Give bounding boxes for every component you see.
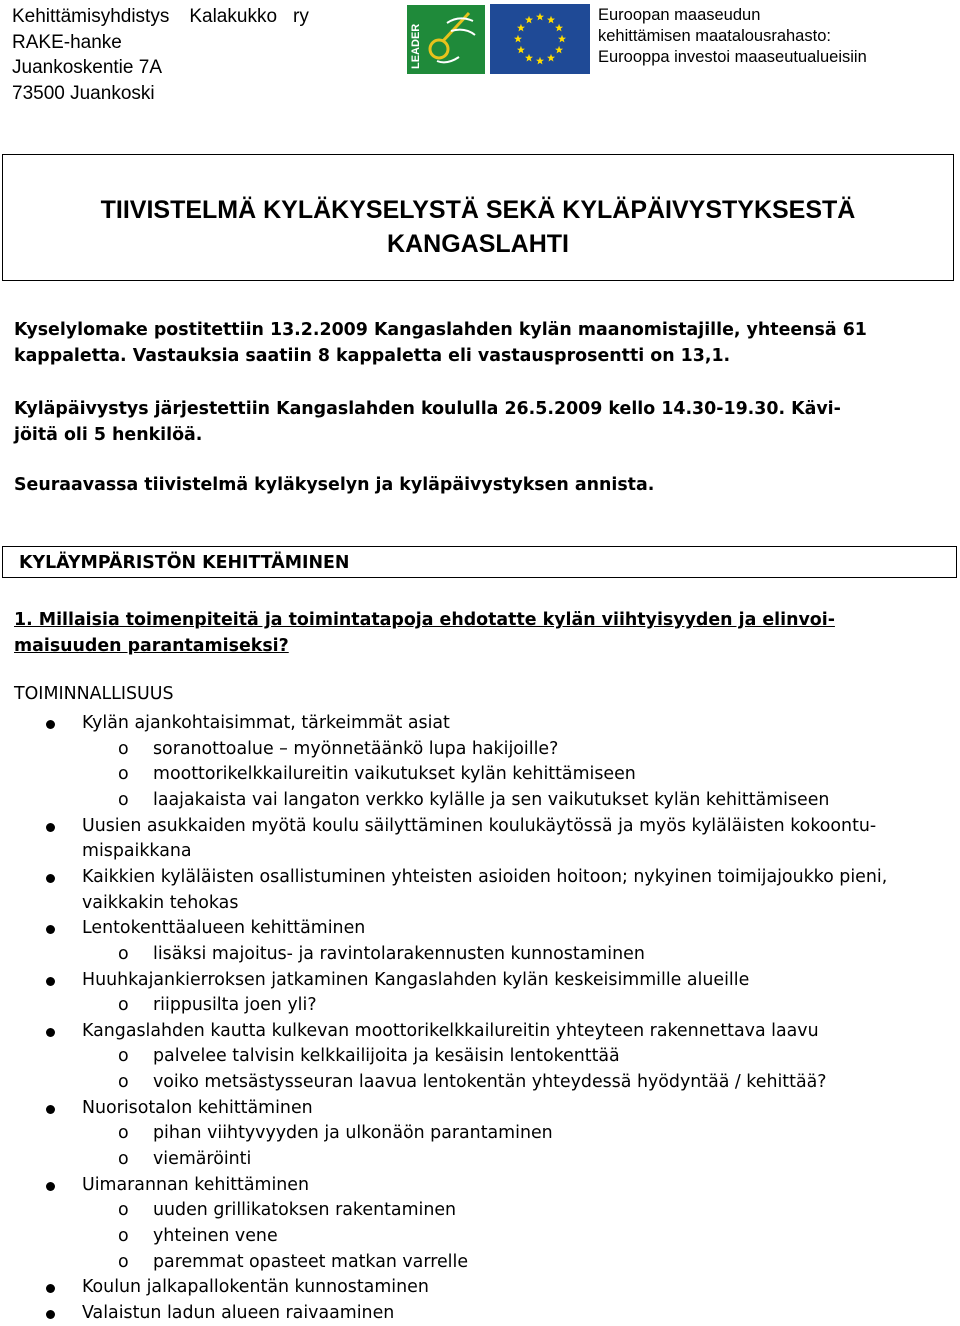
question-1 (14, 608, 934, 659)
leader-logo (407, 5, 485, 74)
question-line-2: maisuuden parantamiseksi? (14, 635, 289, 656)
sub-list-item: viemäröinti (153, 1149, 252, 1170)
fund-description (598, 5, 867, 68)
document-title-box (2, 154, 954, 281)
intro-p1-line-1: Kyselylomake postitettiin 13.2.2009 Kangaslahden kylän maanomistajille, yhteensä 61 (14, 320, 867, 340)
intro-paragraph-3: Seuraavassa tiivistelmä kyläkyselyn ja kyläpäivystyksen annista. (14, 475, 655, 495)
bullet-icon (46, 925, 55, 934)
bullet-icon (46, 720, 55, 729)
fund-line-3: Eurooppa investoi maaseutualueisiin (598, 48, 867, 66)
eu-flag-logo (490, 4, 590, 74)
bullet-icon (46, 1028, 55, 1037)
org-name: Kehittämisyhdistys (12, 6, 170, 27)
project-name: RAKE-hanke (12, 31, 122, 53)
street-address: Juankoskentie 7A (12, 57, 162, 78)
sub-list-item: moottorikelkkailureitin vaikutukset kylän kehittämiseen (153, 764, 636, 785)
bullet-icon (46, 823, 55, 832)
document-title-village: KANGASLAHTI (387, 230, 569, 258)
list-item: Kylän ajankohtaisimmat, tärkeimmät asiat (82, 713, 450, 733)
sub-item-marker: o (118, 1046, 129, 1067)
list-item: vaikkakin tehokas (82, 892, 239, 913)
bullet-icon (46, 1284, 55, 1293)
sub-item-marker: o (118, 764, 129, 785)
list-item: Huuhkajankierroksen jatkaminen Kangaslahden kylän keskeisimmille alueille (82, 969, 750, 990)
list-item: Uimarannan kehittäminen (82, 1174, 310, 1195)
intro-paragraph-2 (14, 397, 841, 448)
sub-item-marker: o (118, 1149, 129, 1170)
sub-item-marker: o (118, 995, 129, 1016)
fund-line-1: Euroopan maaseudun (598, 6, 761, 24)
org-name-2: Kalakukko (189, 6, 278, 27)
org-suffix: ry (293, 6, 309, 27)
intro-p2-line-2: jöitä oli 5 henkilöä. (14, 424, 203, 445)
bullet-icon (46, 1105, 55, 1114)
sub-list-item: riippusilta joen yli? (153, 995, 317, 1016)
document-title: TIIVISTELMÄ KYLÄKYSELYSTÄ SEKÄ KYLÄPÄIVYSTYKSESTÄ (100, 196, 856, 224)
list-item: Koulun jalkapallokentän kunnostaminen (82, 1277, 429, 1298)
org-line-1 (12, 4, 309, 30)
list-item: Lentokenttäalueen kehittäminen (82, 918, 366, 939)
list-item: Uusien asukkaiden myötä koulu säilyttäminen koulukäytössä ja myös kyläläisten kokoontu- (82, 815, 877, 836)
bullet-icon (46, 874, 55, 883)
sub-list-item: uuden grillikatoksen rakentaminen (153, 1200, 457, 1221)
intro-p2-line-1: Kyläpäivystys järjestettiin Kangaslahden koululla 26.5.2009 kello 14.30-19.30. Kävi- (14, 399, 841, 419)
sub-list-item: paremmat opasteet matkan varrelle (153, 1251, 469, 1272)
sub-list-item: lisäksi majoitus- ja ravintolarakennusten kunnostaminen (153, 943, 645, 964)
sub-item-marker: o (118, 1226, 129, 1246)
fund-line-2: kehittämisen maatalousrahasto: (598, 27, 831, 45)
sub-list-item: laajakaista vai langaton verkko kylälle ja sen vaikutukset kylän kehittämiseen (153, 789, 830, 810)
postal-address: 73500 Juankoski (12, 82, 155, 104)
section-heading-box (2, 546, 957, 578)
sub-list-item: palvelee talvisin kelkkailijoita ja kesäisin lentokenttää (153, 1046, 620, 1067)
intro-p1-line-2: kappaletta. Vastauksia saatiin 8 kappaletta eli vastausprosentti on 13,1. (14, 345, 731, 366)
organization-address (12, 4, 309, 106)
list-item: mispaikkana (82, 841, 192, 862)
list-item: Nuorisotalon kehittäminen (82, 1097, 313, 1118)
leader-logo-text: LEADER (410, 23, 422, 69)
list-item: Valaistun ladun alueen raivaaminen (82, 1302, 395, 1323)
sub-item-marker: o (118, 1251, 129, 1272)
intro-paragraph-1 (14, 318, 867, 369)
bullet-icon (46, 1182, 55, 1191)
sub-item-marker: o (118, 789, 129, 810)
question-line-1: 1. Millaisia toimenpiteitä ja toimintatapoja ehdotatte kylän viihtyisyyden ja elinvoi- (14, 610, 835, 630)
sub-item-marker: o (118, 738, 129, 759)
sub-item-marker: o (118, 1072, 129, 1093)
sub-list-item: soranottoalue – myönnetäänkö lupa hakijoille? (153, 738, 559, 759)
sub-list-item: yhteinen vene (153, 1226, 278, 1246)
subheading: TOIMINNALLISUUS (14, 684, 174, 704)
bullet-icon (46, 977, 55, 986)
sub-item-marker: o (118, 1200, 129, 1221)
sub-item-marker: o (118, 1123, 129, 1144)
sub-list-item: pihan viihtyvyyden ja ulkonäön parantaminen (153, 1123, 553, 1144)
section-heading: KYLÄYMPÄRISTÖN KEHITTÄMINEN (19, 553, 350, 573)
bullet-icon (46, 1310, 55, 1319)
list-item: Kaikkien kyläläisten osallistuminen yhteisten asioiden hoitoon; nykyinen toimijajoukko pieni, (82, 866, 888, 887)
sub-list-item: voiko metsästysseuran laavua lentokentän yhteydessä hyödyntää / kehittää? (153, 1072, 827, 1093)
sub-item-marker: o (118, 943, 129, 964)
list-item: Kangaslahden kautta kulkevan moottorikelkkailureitin yhteyteen rakennettava laavu (82, 1020, 819, 1041)
